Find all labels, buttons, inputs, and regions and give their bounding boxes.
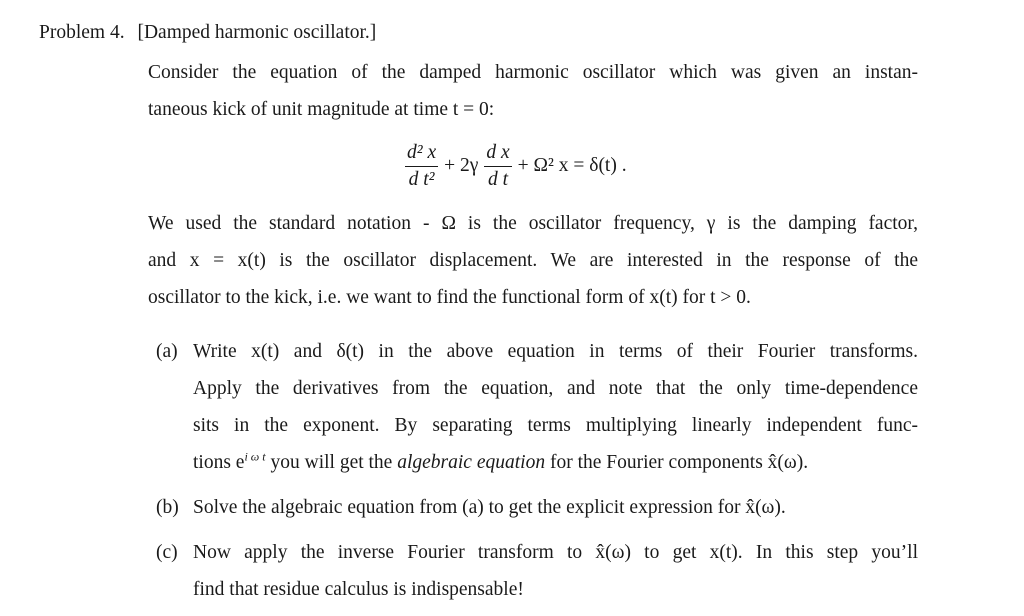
oscillator-equation xyxy=(0,138,1024,198)
subproblem-label: (a) xyxy=(156,341,178,362)
emphasis-text: algebraic equation xyxy=(397,452,546,473)
subproblem-b xyxy=(148,489,918,526)
line-text: you will get the xyxy=(265,452,398,473)
first-derivative-fraction xyxy=(484,142,511,191)
second-derivative-fraction xyxy=(405,142,438,191)
subproblem-c-line-1: Now apply the inverse Fourier transform to x̂(ω) to get x(t). In this step you’ll xyxy=(193,542,918,563)
notation-paragraph xyxy=(148,205,918,316)
line-text: for the Fourier components x̂(ω). xyxy=(545,452,809,473)
fraction-denominator: d t² xyxy=(408,168,435,190)
exponent: i ω t xyxy=(244,449,266,464)
fraction-numerator: d x xyxy=(486,141,510,163)
notation-line-1: We used the standard notation - Ω is the oscillator frequency, γ is the damping factor, xyxy=(148,213,918,234)
subproblem-a-line-2: Apply the derivatives from the equation, and note that the only time-dependence xyxy=(193,378,918,399)
subproblem-label: (b) xyxy=(156,497,179,518)
problem-title: [Damped harmonic oscillator.] xyxy=(137,22,377,43)
equation-row xyxy=(403,138,631,194)
subproblem-a xyxy=(148,333,918,481)
subproblem-a-line-3: sits in the exponent. By separating terms multiplying linearly independent func- xyxy=(193,415,918,436)
subproblem-c xyxy=(148,534,918,608)
fraction-denominator: d t xyxy=(488,168,509,190)
intro-line-1: Consider the equation of the damped harmonic oscillator which was given an instan- xyxy=(148,62,918,83)
notation-line-2: and x = x(t) is the oscillator displacement. We are interested in the response of the xyxy=(148,250,918,271)
notation-line-3: oscillator to the kick, i.e. we want to find the functional form of x(t) for t > 0. xyxy=(148,287,751,308)
subproblem-label: (c) xyxy=(156,542,178,563)
subproblem-c-line-2: find that residue calculus is indispensable! xyxy=(193,579,524,600)
line-text: tions e xyxy=(193,452,245,473)
fraction-numerator: d² x xyxy=(407,141,437,163)
subproblem-a-line-1: Write x(t) and δ(t) in the above equation in terms of their Fourier transforms. xyxy=(193,341,918,362)
fraction-bar xyxy=(405,166,438,167)
problem-number: Problem 4. xyxy=(39,22,125,43)
equation-damping-coefficient: + 2γ xyxy=(444,155,479,176)
subproblem-list xyxy=(148,333,918,616)
intro-line-2: taneous kick of unit magnitude at time t = 0: xyxy=(148,99,495,120)
problem-heading xyxy=(39,22,376,44)
fraction-bar xyxy=(484,166,511,167)
subproblem-b-line-1: Solve the algebraic equation from (a) to get the explicit expression for x̂(ω). xyxy=(193,497,786,518)
subproblem-a-line-4 xyxy=(193,444,918,481)
equation-rest: + Ω² x = δ(t) . xyxy=(517,155,627,176)
intro-paragraph xyxy=(148,54,918,128)
